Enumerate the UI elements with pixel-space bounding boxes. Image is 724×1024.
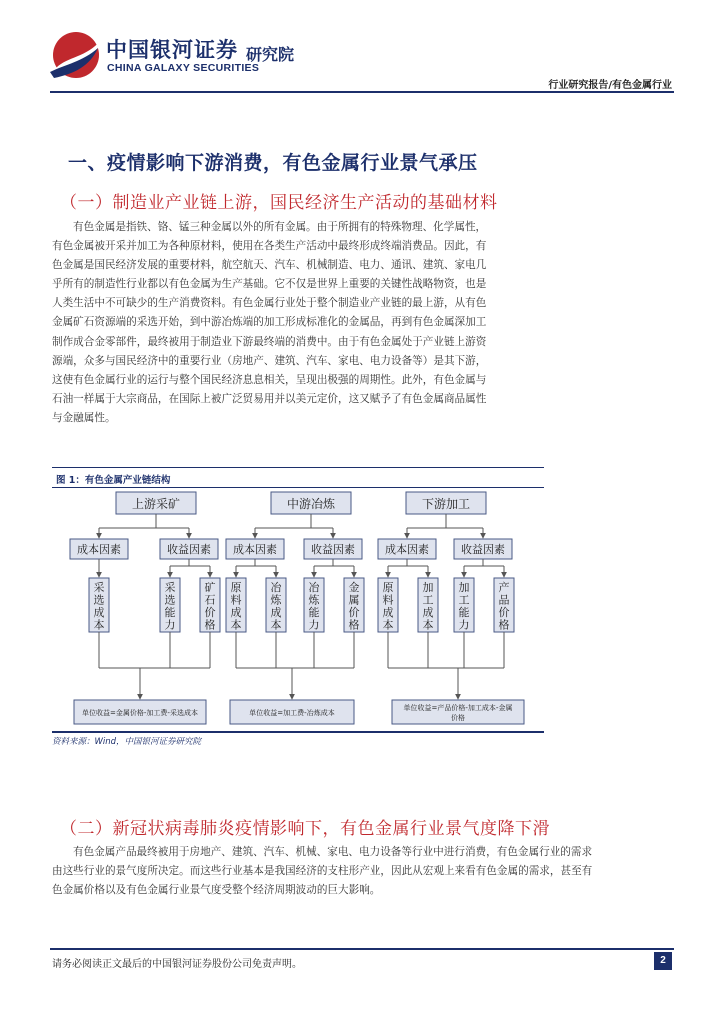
factor-item-label: 加工能力 — [458, 581, 470, 632]
stage-header-label: 下游加工 — [421, 497, 471, 511]
subsection-title-2: （二）新冠状病毒肺炎疫情影响下，有色金属行业景气度降下滑 — [60, 819, 550, 839]
paragraph-line: 这使有色金属行业的运行与整个国民经济息息相关，呈现出极强的周期性。此外，有色金属与 — [52, 373, 487, 386]
cost-factor-label: 成本因素 — [385, 543, 429, 556]
connector-line — [464, 559, 483, 566]
factor-item-label: 加工成本 — [422, 581, 434, 632]
galaxy-logo-icon — [46, 28, 104, 82]
formula-label: 单位收益=金属价格-加工费-采选成本 — [82, 709, 198, 717]
company-name-en: CHINA GALAXY SECURITIES — [107, 62, 260, 74]
connector-line — [255, 514, 311, 528]
paragraph-line: 石油一样属于大宗商品，在国际上被广泛贸易用并以美元定价，这又赋予了有色金属商品属性 — [52, 392, 487, 405]
report-type: 行业研究报告/有色金属行业 — [548, 80, 672, 91]
subsection-title-1: （一）制造业产业链上游，国民经济生产活动的基础材料 — [60, 193, 498, 213]
formula-label: 价格 — [451, 714, 465, 722]
connector-line — [407, 514, 446, 528]
section-title: 一、疫情影响下游消费，有色金属行业景气承压 — [68, 152, 478, 174]
paragraph-line: 源端，众多与国民经济中的重要行业（房地产、建筑、汽车、家电、电力设备等）是其下游， — [52, 354, 487, 367]
cost-factor-label: 成本因素 — [233, 543, 277, 556]
institute-label: 研究院 — [246, 45, 295, 64]
paragraph-line: 人类生活中不可缺少的生产消费资料。有色金属行业处于整个制造业产业链的最上游，从有色 — [52, 297, 487, 310]
formula-label: 单位收益=加工费-冶炼成本 — [249, 709, 335, 717]
revenue-factor-label: 收益因素 — [311, 543, 355, 556]
paragraph-line: 有色金属被开采并加工为各种原材料，使用在各类生产活动中最终形成终端消费品。因此，有 — [52, 240, 487, 253]
paragraph-line: 色金属价格以及有色金属行业景气度受整个经济周期波动的巨大影响。 — [52, 884, 381, 897]
revenue-factor-label: 收益因素 — [461, 543, 505, 556]
footer-divider — [50, 948, 674, 950]
paragraph-1 — [52, 218, 674, 428]
paragraph-line: 乎所有的制造性行业都以有色金属为生产基础。它不仅是世界上重要的关键性战略物资，也是 — [52, 278, 487, 291]
formula-label: 单位收益=产品价格-加工成本-金属 — [403, 704, 513, 712]
paragraph-line: 制作成合金零部件，最终被用于制造业下游最终端的消费中。由于有色金属处于产业链上游资 — [52, 335, 487, 348]
paragraph-line: 由这些行业的景气度所决定。而这些行业基本是我国经济的支柱形产业，因此从宏观上来看有色金属的需求，甚至有 — [52, 865, 593, 878]
paragraph-line: 有色金属产品最终被用于房地产、建筑、汽车、机械、家电、电力设备等行业中进行消费，有色金属行业的需求 — [73, 846, 593, 858]
connector-line — [314, 559, 333, 566]
header-divider — [50, 91, 674, 93]
factor-item-label: 冶炼成本 — [270, 581, 282, 632]
figure-title: 图 1：有色金属产业链结构 — [52, 467, 544, 488]
paragraph-line: 色金属是国民经济发展的重要材料，航空航天、汽车、机械制造、电力、通讯、建筑、家电几 — [52, 259, 487, 272]
factor-item-label: 原料成本 — [230, 581, 242, 632]
connector-line — [99, 514, 156, 528]
connector-line — [236, 559, 255, 566]
factor-item-label: 金属价格 — [348, 581, 360, 632]
connector-line — [388, 559, 407, 566]
factor-item-label: 采选成本 — [93, 581, 105, 632]
paragraph-line: 金属矿石资源端的采选开始，到中游冶炼端的加工形成标准化的金属品，再到有色金属深加工 — [52, 316, 487, 329]
figure-divider — [52, 731, 544, 733]
page-number: 2 — [654, 952, 672, 970]
figure-source: 资料来源：Wind，中国银河证券研究院 — [52, 737, 202, 747]
paragraph-2 — [52, 843, 674, 900]
factor-item-label: 矿石价格 — [204, 581, 216, 632]
stage-header-label: 中游冶炼 — [286, 497, 336, 511]
factor-item-label: 采选能力 — [164, 581, 176, 632]
cost-factor-label: 成本因素 — [77, 543, 121, 556]
factor-item-label: 冶炼能力 — [308, 581, 320, 632]
connector-line — [170, 559, 189, 566]
industry-chain-diagram — [52, 488, 544, 731]
factor-item-label: 产品价格 — [498, 581, 510, 632]
company-name-cn: 中国银河证券 — [106, 38, 238, 62]
stage-header-label: 上游采矿 — [131, 497, 181, 511]
factor-item-label: 原料成本 — [382, 581, 394, 632]
paragraph-line: 有色金属是指铁、铬、锰三种金属以外的所有金属。由于所拥有的特殊物理、化学属性， — [73, 221, 487, 233]
revenue-factor-label: 收益因素 — [167, 543, 211, 556]
disclaimer-text: 请务必阅读正文最后的中国银河证券股份公司免责声明。 — [52, 959, 302, 970]
paragraph-line: 与金融属性。 — [52, 411, 116, 424]
